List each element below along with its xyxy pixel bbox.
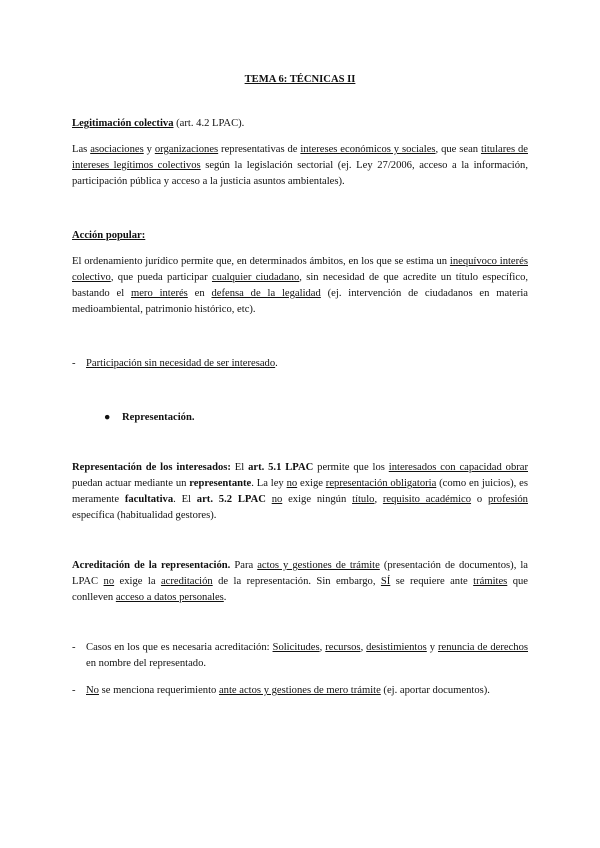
text-run: Solicitudes	[272, 642, 320, 653]
bullet-marker: ●	[104, 412, 111, 423]
acreditacion-list-item	[72, 683, 528, 699]
text-run: (ej. aportar documentos).	[380, 685, 490, 696]
participacion-list-item	[72, 356, 528, 372]
text-run: representación obligatoria	[325, 478, 437, 489]
text-run: no	[286, 478, 298, 489]
text-run: . El	[173, 494, 197, 505]
acreditacion-list-item	[72, 640, 528, 672]
text-run: inequívoco interés colectivo	[72, 256, 528, 283]
text-run: representativas de	[218, 144, 301, 155]
text-run: art. 5.2 LPAC	[196, 494, 266, 505]
participacion-list-text	[86, 358, 278, 369]
text-run: cualquier ciudadano	[211, 272, 300, 283]
text-run: art. 5.1 LPAC	[248, 462, 314, 473]
text-run: y	[426, 642, 438, 653]
text-run: se requiere ante	[390, 576, 474, 587]
text-run: Para	[230, 560, 258, 571]
text-run: permite que los	[313, 462, 389, 473]
text-run: representante	[189, 478, 252, 489]
representacion-interesados-paragraph	[72, 460, 528, 524]
text-run: No	[86, 685, 99, 696]
text-run: ,	[360, 642, 367, 653]
text-run: específica (habitualidad gestores).	[72, 510, 217, 521]
dash-marker: -	[72, 358, 76, 369]
text-run: titulares de intereses legítimos colectivos	[72, 144, 528, 171]
text-run: acreditación	[160, 576, 213, 587]
text-run: no	[271, 494, 283, 505]
text-run: El ordenamiento jurídico permite que, en determinados ámbitos, en los que se estima un	[72, 256, 450, 267]
text-run: actos y gestiones de trámite	[257, 560, 380, 571]
text-run: .	[223, 592, 227, 603]
text-run: puedan actuar mediante un	[72, 478, 190, 489]
text-run: requisito académico	[382, 494, 472, 505]
text-run: exige	[297, 478, 326, 489]
text-run: ,	[374, 494, 383, 505]
text-run: en nombre del representado.	[86, 658, 207, 669]
text-run: trámites	[473, 576, 508, 587]
text-run: SÍ	[380, 576, 391, 587]
text-run: facultativa	[124, 494, 174, 505]
text-run: en	[187, 288, 212, 299]
text-run: organizaciones	[154, 144, 219, 155]
text-run: ante actos y gestiones de mero trámite	[218, 685, 381, 696]
text-run: recursos	[325, 642, 361, 653]
representacion-bullet-item	[72, 410, 528, 426]
text-run: de la representación. Sin embargo,	[212, 576, 381, 587]
text-run: , sin necesidad de que acredite un título específico, bastando el	[72, 272, 529, 299]
text-run: , que pueda participar	[110, 272, 212, 283]
text-run: o	[471, 494, 488, 505]
legitimacion-heading	[72, 116, 528, 132]
text-run: Las	[72, 144, 91, 155]
text-run: según la legislación sectorial (ej. Ley 27/2006, acceso a la información, participación pública y acceso a la justicia asuntos ambientales).	[72, 160, 528, 187]
representacion-heading: Representación.	[122, 412, 195, 423]
text-run: . La ley	[251, 478, 287, 489]
accion-popular-paragraph	[72, 254, 528, 318]
text-run: que conlleven	[72, 576, 528, 603]
text-run: El	[230, 462, 249, 473]
acreditacion-list-text	[86, 642, 528, 669]
dash-marker: -	[72, 642, 76, 653]
dash-marker: -	[72, 685, 76, 696]
legitimacion-heading-ref: (art. 4.2 LPAC).	[173, 118, 245, 129]
text-run: profesión	[487, 494, 528, 505]
text-run: se menciona requerimiento	[98, 685, 219, 696]
accion-popular-heading: Acción popular:	[72, 230, 146, 241]
document-content	[72, 72, 528, 699]
text-run: (ej. intervención de ciudadanos en materia medioambiental, patrimonio histórico, etc).	[72, 288, 528, 315]
legitimacion-paragraph	[72, 142, 528, 190]
text-run: ,	[319, 642, 326, 653]
text-run: y	[143, 144, 155, 155]
text-run: (presentación de documentos), la LPAC	[72, 560, 529, 587]
text-run: .	[275, 358, 278, 369]
text-run: título	[352, 494, 375, 505]
text-run: asociaciones	[90, 144, 144, 155]
text-run: Casos en los que es necesaria acreditación:	[86, 642, 273, 653]
text-run: exige ningún	[282, 494, 353, 505]
text-run: , que sean	[435, 144, 481, 155]
text-run: (como en juicios), es meramente	[72, 478, 528, 505]
text-run: acceso a datos personales	[115, 592, 224, 603]
text-run: exige la	[114, 576, 161, 587]
text-run: renuncia de derechos	[438, 642, 529, 653]
document-title: TEMA 6: TÉCNICAS II	[244, 74, 356, 85]
text-run: Representación de los interesados:	[72, 462, 231, 473]
acreditacion-list-text	[86, 685, 490, 696]
text-run: no	[103, 576, 115, 587]
text-run: intereses económicos y sociales	[300, 144, 436, 155]
text-run: interesados con capacidad obrar	[388, 462, 529, 473]
legitimacion-heading-label: Legitimación colectiva	[72, 118, 174, 129]
text-run: Acreditación de la representación.	[72, 560, 231, 571]
text-run: Participación sin necesidad de ser interesado	[86, 358, 276, 369]
text-run: mero interés	[130, 288, 188, 299]
text-run: desistimientos	[366, 642, 427, 653]
acreditacion-paragraph	[72, 558, 528, 606]
text-run: defensa de la legalidad	[211, 288, 321, 299]
